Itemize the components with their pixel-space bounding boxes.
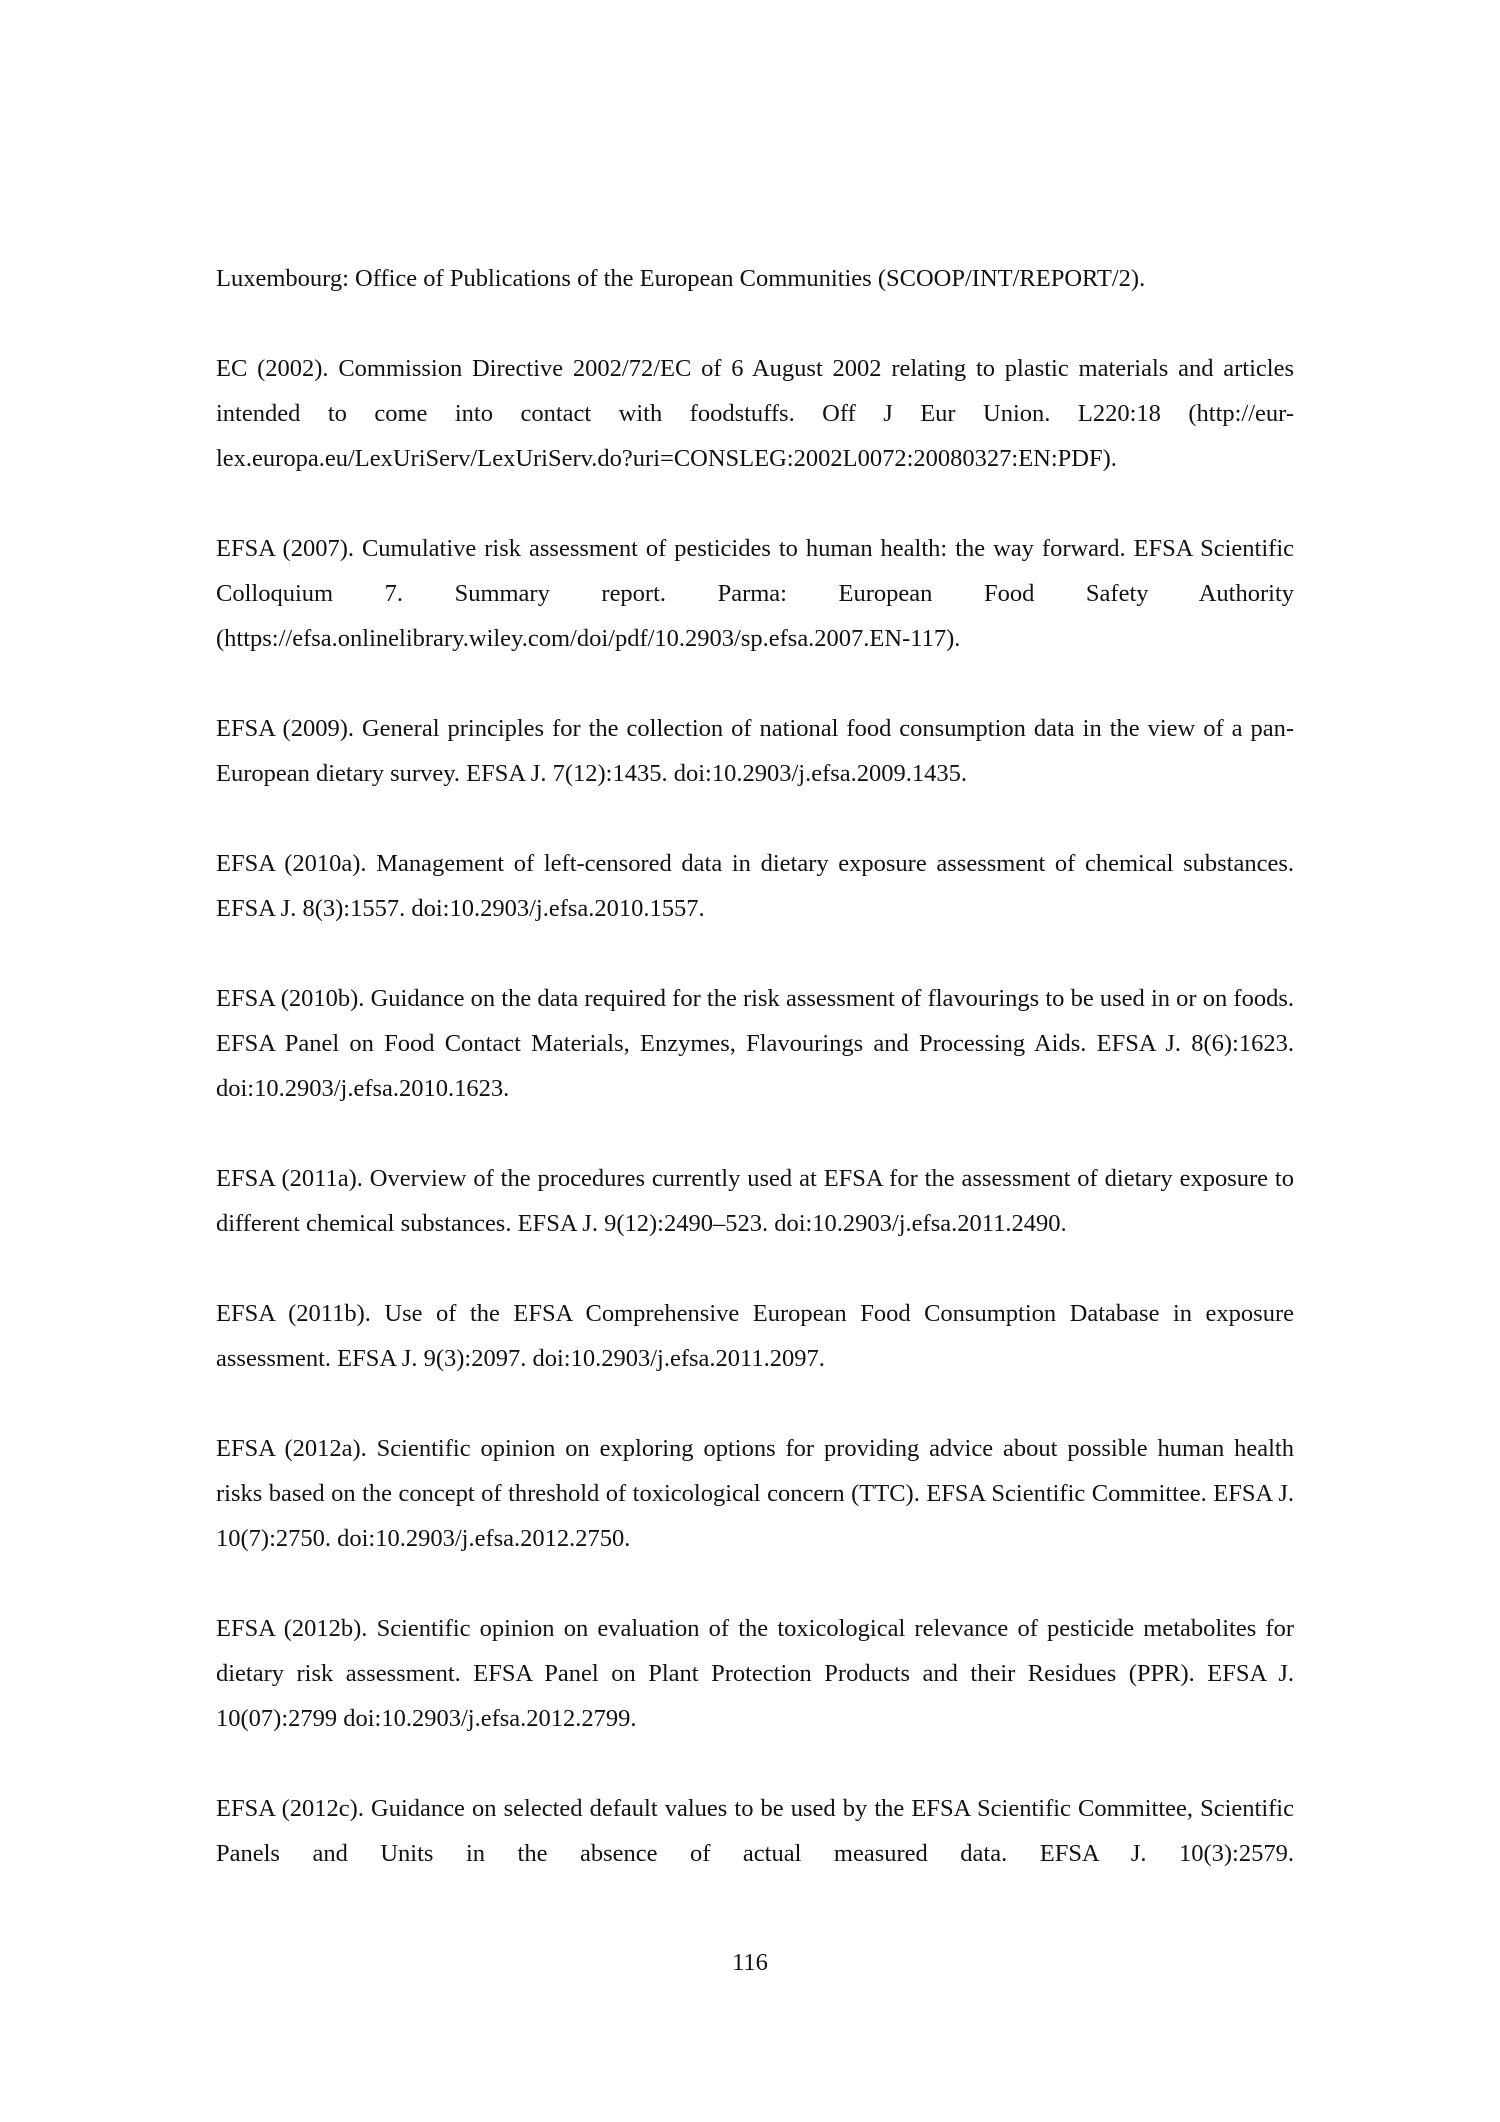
reference-entry: EFSA (2011b). Use of the EFSA Comprehensive European Food Consumption Database in exposure assessment. EFSA J. 9(3):2097. doi:10.2903/j.efsa.2011.2097.	[216, 1300, 1294, 1372]
reference-list	[216, 256, 1294, 1921]
page-number: 116	[732, 1949, 768, 1976]
reference-entry: EFSA (2007). Cumulative risk assessment of pesticides to human health: the way forward. EFSA Scientific Colloquium 7. Summary report. Parma: European Food Safety Authority (https://efsa.onlinelibrary.wiley.com/doi/pdf/10.2903/sp.efsa.2007.EN-117).	[216, 535, 1294, 652]
reference-entry: EFSA (2012c). Guidance on selected default values to be used by the EFSA Scientific Committee, Scientific Panels and Units in the absence of actual measured data. EFSA J. 10(3):2579.	[216, 1795, 1294, 1867]
reference-entry: EC (2002). Commission Directive 2002/72/EC of 6 August 2002 relating to plastic materials and articles intended to come into contact with foodstuffs. Off J Eur Union. L220:18 (http://eur-lex.europa.eu/LexUriServ/LexUriServ.do?uri=CONSLEG:2002L0072:20080327:EN:PDF).	[216, 355, 1294, 472]
reference-entry: EFSA (2012b). Scientific opinion on evaluation of the toxicological relevance of pesticide metabolites for dietary risk assessment. EFSA Panel on Plant Protection Products and their Residues (PPR). EFSA J. 10(07):2799 doi:10.2903/j.efsa.2012.2799.	[216, 1615, 1294, 1732]
reference-entry: EFSA (2012a). Scientific opinion on exploring options for providing advice about possible human health risks based on the concept of threshold of toxicological concern (TTC). EFSA Scientific Committee. EFSA J. 10(7):2750. doi:10.2903/j.efsa.2012.2750.	[216, 1435, 1294, 1552]
reference-entry: EFSA (2010a). Management of left‐censored data in dietary exposure assessment of chemical substances. EFSA J. 8(3):1557. doi:10.2903/j.efsa.2010.1557.	[216, 850, 1294, 922]
reference-entry: EFSA (2010b). Guidance on the data required for the risk assessment of flavourings to be used in or on foods. EFSA Panel on Food Contact Materials, Enzymes, Flavourings and Processing Aids. EFSA J. 8(6):1623. doi:10.2903/j.efsa.2010.1623.	[216, 985, 1294, 1102]
reference-entry: EFSA (2011a). Overview of the procedures currently used at EFSA for the assessment of dietary exposure to different chemical substances. EFSA J. 9(12):2490–523. doi:10.2903/j.efsa.2011.2490.	[216, 1165, 1294, 1237]
reference-entry: EFSA (2009). General principles for the collection of national food consumption data in the view of a pan-European dietary survey. EFSA J. 7(12):1435. doi:10.2903/j.efsa.2009.1435.	[216, 715, 1294, 787]
reference-entry: Luxembourg: Office of Publications of the European Communities (SCOOP/INT/REPORT/2).	[216, 265, 1146, 292]
